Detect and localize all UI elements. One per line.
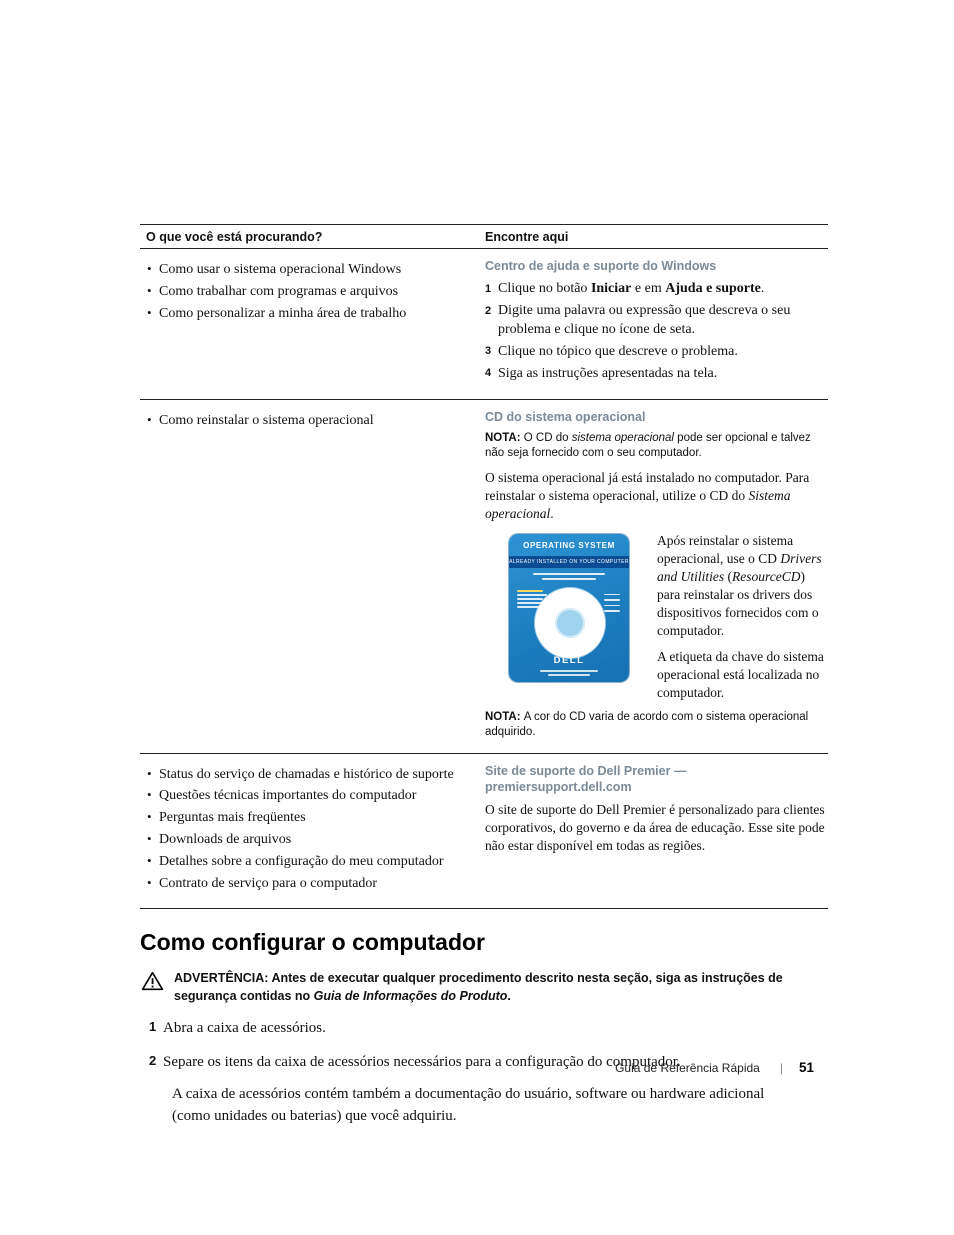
dell-logo: DELL	[553, 654, 585, 666]
cd-title-text: OPERATING SYSTEM	[523, 540, 615, 550]
table-header-looking-for: O que você está procurando?	[146, 230, 323, 244]
step-number: 2	[485, 304, 492, 317]
cd-fine-print-line	[542, 578, 596, 580]
para-os-installed: O sistema operacional já está instalado no computador. Para reinstalar o sistema operacional, utilize o CD do Sistema operacional.	[485, 470, 810, 522]
bullet-item: • Como usar o sistema operacional Windows	[146, 260, 459, 280]
para-drivers-utilities: Após reinstalar o sistema operacional, use o CD Drivers and Utilities (ResourceCD) para reinstalar os drivers dos dispositivos fornecidos com o computador.	[657, 532, 822, 638]
bullet-item: • Como reinstalar o sistema operacional	[146, 411, 459, 431]
section-title-setup: Como configurar o computador	[140, 928, 485, 955]
step-text: Separe os itens da caixa de acessórios necessários para a configuração do computador.	[163, 1054, 681, 1071]
row1-topics	[140, 258, 485, 387]
warning-text: ADVERTÊNCIA: Antes de executar qualquer procedimento descrito nesta seção, siga as instruções de segurança contidas no Guia de Informações do Produto.	[174, 970, 783, 1003]
bullet-list	[146, 765, 459, 894]
lookup-table	[140, 224, 828, 909]
row3-topics	[140, 763, 485, 896]
cd-ring	[535, 588, 605, 658]
windows-help-steps	[485, 280, 828, 383]
note-cd-color: NOTA: A cor do CD varia de acordo com o sistema operacional adquirido.	[485, 711, 809, 739]
warning-block	[140, 969, 828, 1005]
warning-triangle-icon	[141, 971, 165, 1005]
cd-fine-print-line	[533, 573, 605, 575]
subheading-premier-support: Site de suporte do Dell Premier — premiersupport.dell.com	[485, 763, 687, 794]
step-number: 3	[485, 345, 492, 358]
cd-banner-text: ALREADY INSTALLED ON YOUR COMPUTER	[509, 556, 629, 568]
bullet-item: • Status do serviço de chamadas e histórico de suporte	[146, 765, 459, 785]
bullet-item: • Contrato de serviço para o computador	[146, 874, 459, 894]
row2-answer	[485, 409, 828, 741]
subheading-os-cd: CD do sistema operacional	[485, 409, 646, 424]
step-text: Abra a caixa de acessórios.	[163, 1020, 326, 1037]
bullet-item: • Como personalizar a minha área de trabalho	[146, 304, 459, 324]
bullet-item: • Perguntas mais freqüentes	[146, 808, 459, 828]
row1-answer	[485, 258, 828, 387]
table-row-premier-support	[140, 754, 828, 909]
page-footer	[140, 1060, 814, 1075]
numbered-step	[485, 343, 828, 362]
step-text: Clique no botão Iniciar e em Ajuda e suporte.	[498, 281, 765, 297]
step-text: Siga as instruções apresentadas na tela.	[498, 365, 718, 381]
footer-separator: |	[779, 1061, 783, 1075]
table-row-windows-help	[140, 249, 828, 400]
footer-guide-title: Guia de Referência Rápida	[615, 1061, 760, 1075]
cd-fine-print-lines	[604, 594, 620, 616]
step-number: 1	[485, 282, 492, 295]
row3-answer	[485, 763, 828, 896]
table-header-find-here: Encontre aqui	[485, 230, 569, 244]
cd-fine-print-line	[548, 674, 590, 676]
cd-hole	[555, 608, 585, 638]
para-premier-support: O site de suporte do Dell Premier é personalizado para clientes corporativos, do governo e da área de educação. Esse site pode não estar disponível em todas as regiões.	[485, 802, 825, 854]
table-row-os-cd	[140, 400, 828, 754]
step-number: 4	[485, 367, 492, 380]
page-content	[140, 224, 828, 1128]
bullet-list	[146, 260, 459, 324]
step-sub-paragraph: A caixa de acessórios contém também a documentação do usuário, software ou hardware adicional (como unidades ou baterias) que você adquiriu.	[172, 1086, 765, 1124]
setup-step	[140, 1018, 828, 1039]
numbered-step	[485, 302, 828, 340]
cd-fine-print-line	[540, 670, 598, 672]
step-number: 1	[149, 1019, 157, 1035]
bullet-item: • Questões técnicas importantes do computador	[146, 786, 459, 806]
bullet-list	[146, 411, 459, 431]
step-text: Digite uma palavra ou expressão que descreva o seu problema e clique no ícone de seta.	[498, 303, 791, 338]
bullet-item: • Downloads de arquivos	[146, 830, 459, 850]
cd-figure-block	[485, 532, 828, 741]
bullet-item: • Detalhes sobre a configuração do meu computador	[146, 852, 459, 872]
subheading-windows-help-center: Centro de ajuda e suporte do Windows	[485, 259, 717, 273]
note-cd-optional: NOTA: O CD do sistema operacional pode ser opcional e talvez não seja fornecido com o seu computador.	[485, 431, 811, 460]
para-key-label: A etiqueta da chave do sistema operacional está localizada no computador.	[657, 649, 824, 701]
step-text: Clique no tópico que descreve o problema.	[498, 343, 738, 359]
table-header-row	[140, 224, 828, 249]
numbered-step	[485, 365, 828, 384]
row2-topics	[140, 409, 485, 741]
page-number: 51	[798, 1060, 814, 1075]
numbered-step	[485, 280, 828, 299]
bullet-item: • Como trabalhar com programas e arquivos	[146, 282, 459, 302]
step-number: 2	[149, 1053, 157, 1069]
operating-system-cd-image	[509, 534, 629, 682]
